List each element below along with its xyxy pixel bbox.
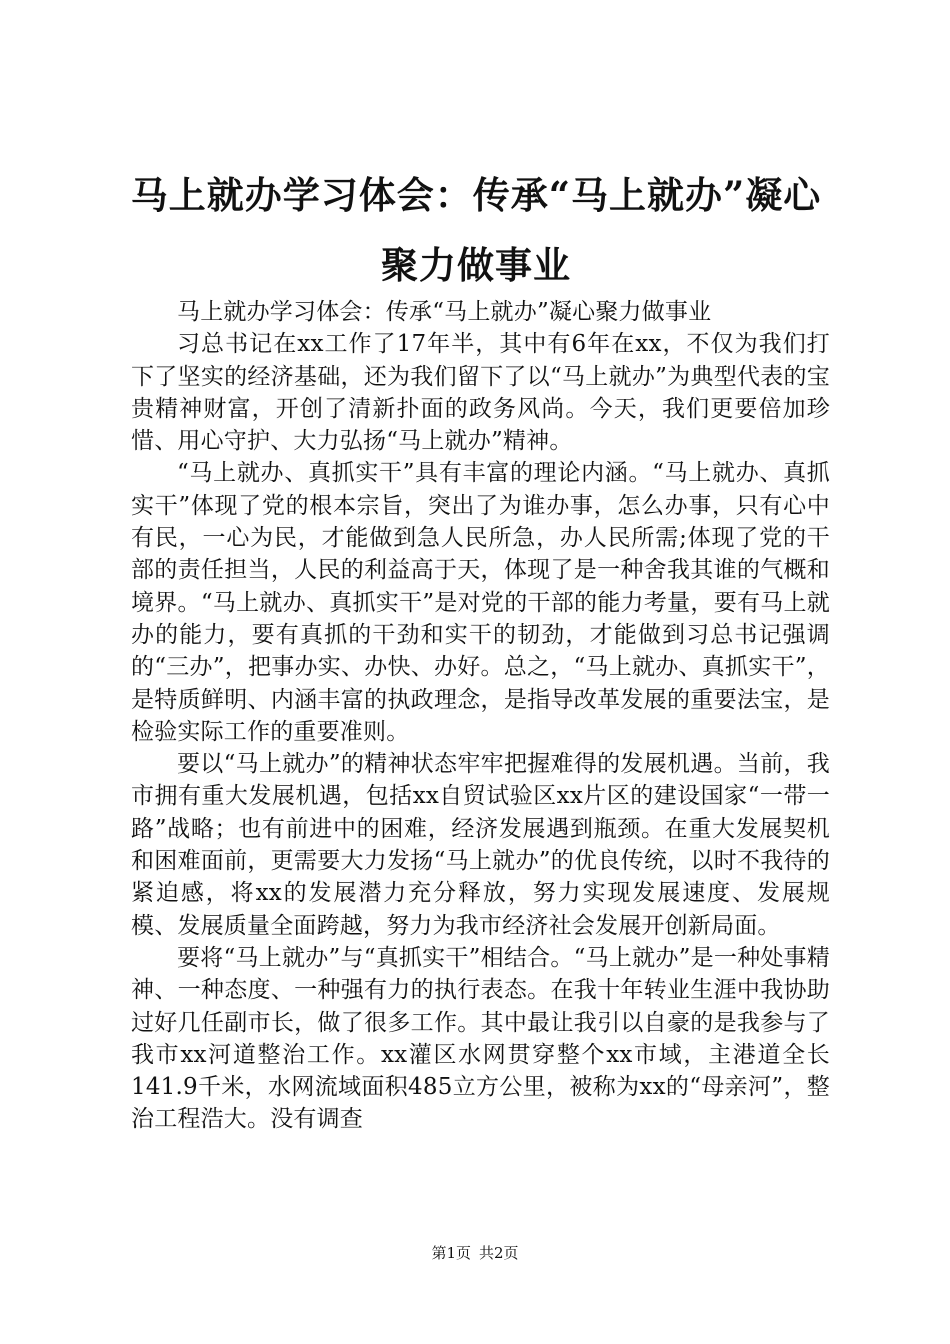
document-title: 马上就办学习体会：传承“马上就办”凝心聚力做事业 (130, 173, 822, 287)
paragraph: 马上就办学习体会：传承“马上就办”凝心聚力做事业 (177, 299, 712, 325)
document-body (131, 296, 830, 1136)
page-footer (0, 1243, 950, 1263)
page-number: 第1页 (431, 1244, 471, 1262)
page-total: 共2页 (479, 1244, 519, 1262)
paragraph: 要将“马上就办”与“真抓实干”相结合。“马上就办”是一种处事精神、一种态度、一种强有力的执行表态。在我十年转业生涯中我协助过好几任副市长，做了很多工作。其中最让我引以自豪的是我参与了我市xx河道整治工作。xx灌区水网贯穿整个xx市域，主港道全长141.9千米，水网流域面积485立方公里，被称为xx的“母亲河”，整治工程浩大。没有调查 (131, 944, 830, 1133)
paragraph: 习总书记在xx工作了17年半，其中有6年在xx，不仅为我们打下了坚实的经济基础，还为我们留下了以“马上就办”为典型代表的宝贵精神财富，开创了清新扑面的政务风尚。今天，我们更要倍加珍惜、用心守护、大力弘扬“马上就办”精神。 (131, 331, 830, 455)
paragraph: “马上就办、真抓实干”具有丰富的理论内涵。“马上就办、真抓实干”体现了党的根本宗旨，突出了为谁办事，怎么办事，只有心中有民，一心为民，才能做到急人民所急，办人民所需;体现了党的干部的责任担当，人民的利益高于天，体现了是一种舍我其谁的气概和境界。“马上就办、真抓实干”是对党的干部的能力考量，要有马上就办的能力，要有真抓的干劲和实干的韧劲，才能做到习总书记强调的“三办”，把事办实、办快、办好。总之，“马上就办、真抓实干”，是特质鲜明、内涵丰富的执政理念，是指导改革发展的重要法宝，是检验实际工作的重要准则。 (131, 460, 830, 745)
paragraph: 要以“马上就办”的精神状态牢牢把握难得的发展机遇。当前，我市拥有重大发展机遇，包括xx自贸试验区xx片区的建设国家“一带一路”战略；也有前进中的困难，经济发展遇到瓶颈。在重大发展契机和困难面前，更需要大力发扬“马上就办”的优良传统，以时不我待的紧迫感，将xx的发展潜力充分释放，努力实现发展速度、发展规模、发展质量全面跨越，努力为我市经济社会发展开创新局面。 (131, 751, 830, 939)
